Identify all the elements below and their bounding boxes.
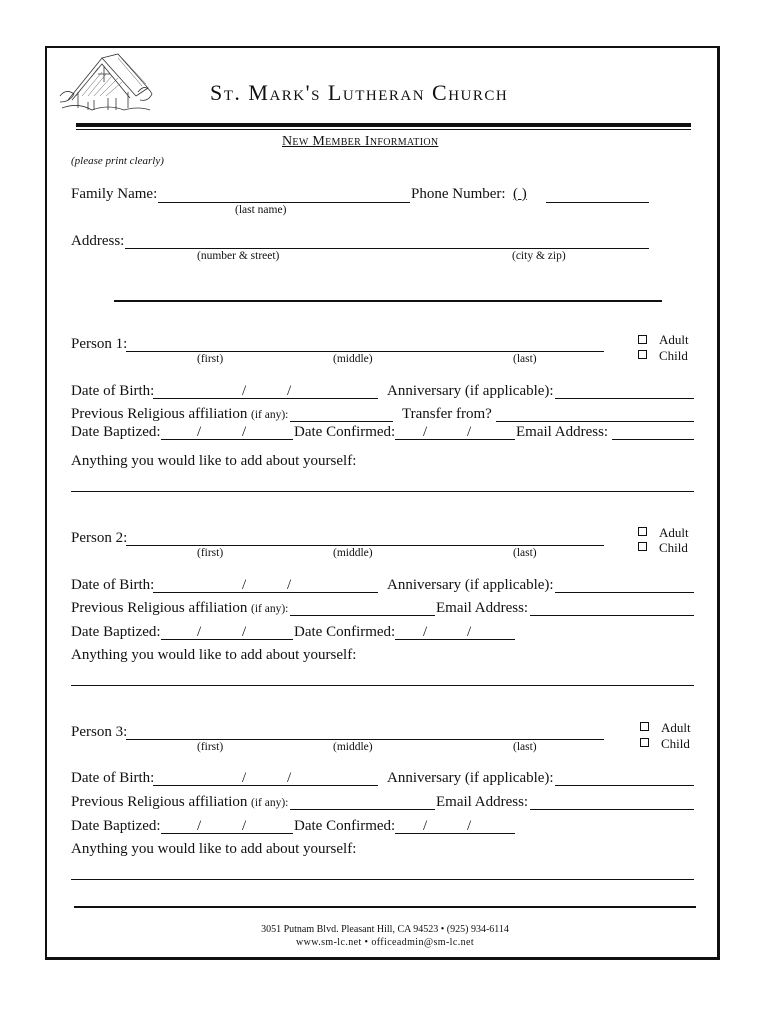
person1-anniversary-label: Anniversary (if applicable): (387, 383, 554, 399)
person1-dob-field[interactable] (153, 398, 378, 399)
person2-email-label: Email Address: (436, 600, 529, 616)
person3-first-hint: (first) (197, 741, 224, 753)
person2-conf-slash1: / (423, 624, 428, 640)
person3-middle-hint: (middle) (333, 741, 373, 753)
person3-conf-slash1: / (423, 818, 428, 834)
person2-religious-field[interactable] (290, 615, 435, 616)
form-title: New Member Information (282, 134, 439, 149)
header-rule-thick (76, 123, 691, 127)
church-building-sketch-icon (58, 52, 154, 114)
footer-web: www.sm-lc.net • officeadmin@sm-lc.net (295, 937, 475, 948)
person3-about-field[interactable] (71, 879, 694, 880)
person3-adult-label: Adult (661, 720, 691, 735)
last-name-hint: (last name) (235, 204, 287, 216)
person2-religious-label: Previous Religious affiliation (71, 600, 248, 616)
person3-dob-slash2: / (287, 770, 292, 786)
person3-conf-slash2: / (467, 818, 472, 834)
church-name: St. Mark's Lutheran Church (210, 80, 509, 105)
person2-child-label: Child (659, 540, 688, 555)
person3-dob-slash1: / (242, 770, 247, 786)
person1-middle-hint: (middle) (333, 353, 373, 365)
person1-dob-slash2: / (287, 383, 292, 399)
person3-confirmed-label: Date Confirmed: (294, 818, 396, 834)
footer-rule (74, 906, 696, 908)
person1-adult-checkbox[interactable] (638, 335, 647, 344)
person3-religious-label: Previous Religious affiliation (71, 794, 248, 810)
phone-area-code: ( ) (513, 186, 527, 202)
person2-middle-hint: (middle) (333, 547, 373, 559)
person3-about-label: Anything you would like to add about yourself: (71, 841, 357, 857)
person1-about-label: Anything you would like to add about yourself: (71, 453, 357, 469)
person3-baptized-label: Date Baptized: (71, 818, 161, 834)
person3-bap-slash2: / (242, 818, 247, 834)
person2-baptized-field[interactable] (161, 639, 293, 640)
person3-child-label: Child (661, 736, 690, 751)
person1-email-field[interactable] (612, 439, 694, 440)
person2-dob-label: Date of Birth: (71, 577, 155, 593)
person3-bap-slash1: / (197, 818, 202, 834)
person1-label: Person 1: (71, 336, 128, 352)
person2-first-hint: (first) (197, 547, 224, 559)
person1-religious-field[interactable] (290, 421, 393, 422)
person2-about-field[interactable] (71, 685, 694, 686)
person1-adult-label: Adult (659, 332, 689, 347)
person3-adult-checkbox[interactable] (640, 722, 649, 731)
person2-dob-slash2: / (287, 577, 292, 593)
family-name-label: Family Name: (71, 186, 158, 202)
person1-first-hint: (first) (197, 353, 224, 365)
person2-confirmed-label: Date Confirmed: (294, 624, 396, 640)
print-note: (please print clearly) (71, 155, 164, 167)
person1-confirmed-field[interactable] (395, 439, 515, 440)
person1-bap-slash1: / (197, 424, 202, 440)
street-hint: (number & street) (197, 250, 280, 262)
section-divider (114, 300, 662, 302)
person1-conf-slash2: / (467, 424, 472, 440)
address-field[interactable] (125, 248, 649, 249)
person2-adult-label: Adult (659, 525, 689, 540)
footer-address: 3051 Putnam Blvd. Pleasant Hill, CA 94523 • (925) 934-6114 (261, 924, 509, 935)
person3-anniversary-label: Anniversary (if applicable): (387, 770, 554, 786)
person1-conf-slash1: / (423, 424, 428, 440)
person1-bap-slash2: / (242, 424, 247, 440)
person2-bap-slash1: / (197, 624, 202, 640)
person3-label: Person 3: (71, 724, 128, 740)
person3-name-field[interactable] (126, 739, 604, 740)
person3-anniversary-field[interactable] (555, 785, 694, 786)
person1-if-any: (if any): (251, 409, 289, 421)
person2-confirmed-field[interactable] (395, 639, 515, 640)
person3-email-label: Email Address: (436, 794, 529, 810)
city-hint: (city & zip) (512, 250, 566, 262)
person2-baptized-label: Date Baptized: (71, 624, 161, 640)
person2-bap-slash2: / (242, 624, 247, 640)
person1-transfer-field[interactable] (496, 421, 694, 422)
person1-about-field[interactable] (71, 491, 694, 492)
person2-name-field[interactable] (126, 545, 604, 546)
person3-last-hint: (last) (513, 741, 537, 753)
person1-child-checkbox[interactable] (638, 350, 647, 359)
person1-dob-label: Date of Birth: (71, 383, 155, 399)
person3-child-checkbox[interactable] (640, 738, 649, 747)
person2-dob-field[interactable] (153, 592, 378, 593)
person1-baptized-label: Date Baptized: (71, 424, 161, 440)
person1-email-label: Email Address: (516, 424, 609, 440)
person3-dob-label: Date of Birth: (71, 770, 155, 786)
person2-about-label: Anything you would like to add about yourself: (71, 647, 357, 663)
person2-dob-slash1: / (242, 577, 247, 593)
person1-confirmed-label: Date Confirmed: (294, 424, 396, 440)
person1-anniversary-field[interactable] (555, 398, 694, 399)
person2-anniversary-field[interactable] (555, 592, 694, 593)
person3-baptized-field[interactable] (161, 833, 293, 834)
person1-child-label: Child (659, 348, 688, 363)
person2-anniversary-label: Anniversary (if applicable): (387, 577, 554, 593)
person1-last-hint: (last) (513, 353, 537, 365)
person1-name-field[interactable] (126, 351, 604, 352)
person3-dob-field[interactable] (153, 785, 378, 786)
person3-confirmed-field[interactable] (395, 833, 515, 834)
person2-email-field[interactable] (530, 615, 694, 616)
person2-conf-slash2: / (467, 624, 472, 640)
family-name-field[interactable] (158, 202, 410, 203)
person2-child-checkbox[interactable] (638, 542, 647, 551)
address-label: Address: (71, 233, 125, 249)
phone-field[interactable] (546, 202, 649, 203)
person2-label: Person 2: (71, 530, 128, 546)
header-rule-thin (76, 129, 691, 130)
person1-transfer-label: Transfer from? (402, 406, 492, 422)
phone-label: Phone Number: (411, 186, 506, 202)
person1-baptized-field[interactable] (161, 439, 293, 440)
person3-email-field[interactable] (530, 809, 694, 810)
person3-religious-field[interactable] (290, 809, 435, 810)
person1-dob-slash1: / (242, 383, 247, 399)
person2-if-any: (if any): (251, 603, 289, 615)
person1-religious-label: Previous Religious affiliation (71, 406, 248, 422)
person2-adult-checkbox[interactable] (638, 527, 647, 536)
person2-last-hint: (last) (513, 547, 537, 559)
person3-if-any: (if any): (251, 797, 289, 809)
